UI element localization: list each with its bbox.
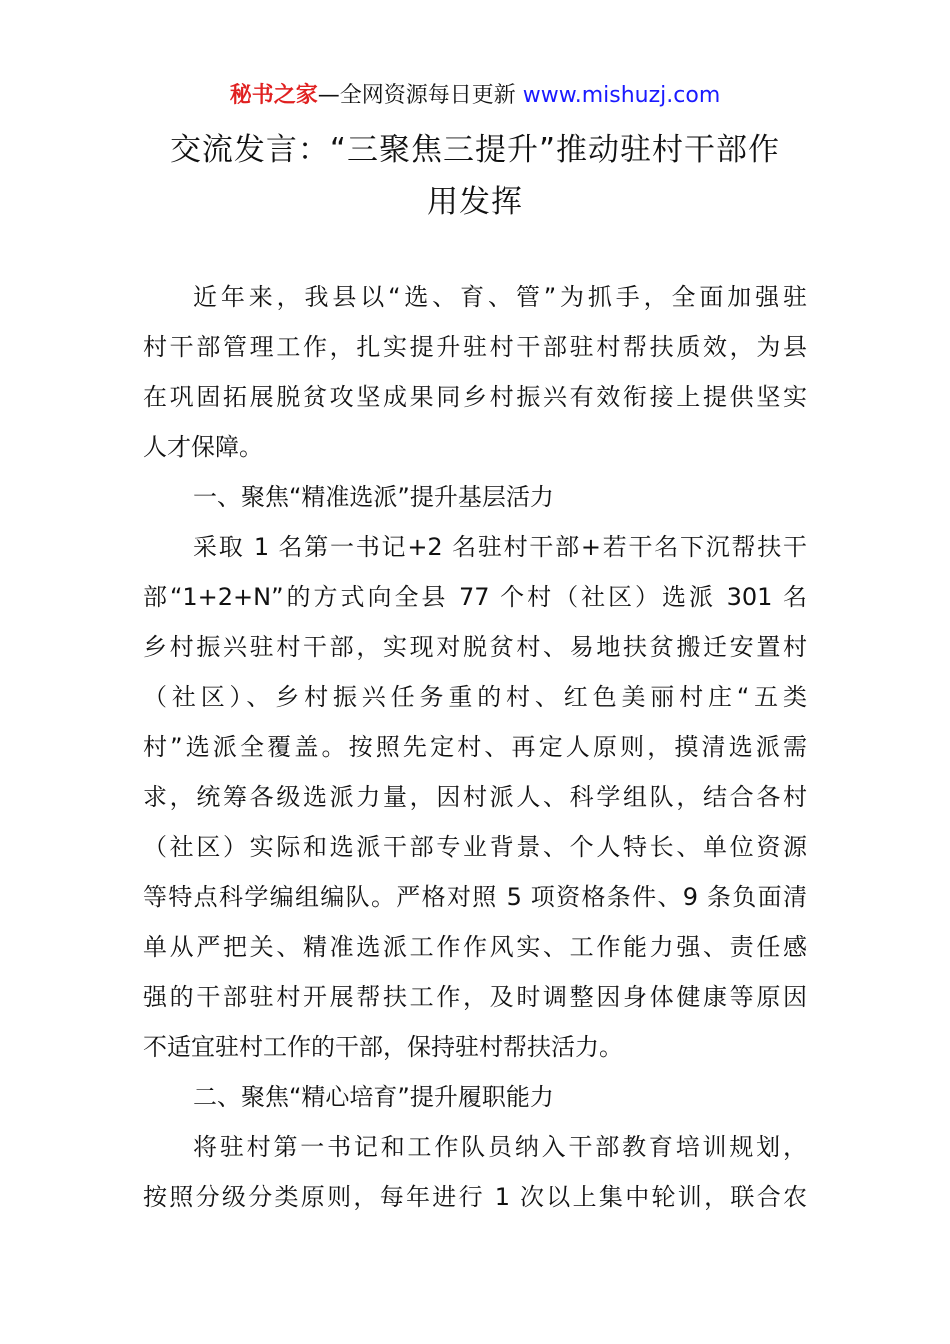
site-brand: 秘书之家 [229, 83, 318, 108]
site-url-link[interactable]: www.mishuzj.com [522, 83, 721, 108]
text-line: 强的干部驻村开展帮扶工作，及时调整因身体健康等原因 [143, 983, 807, 1011]
paragraph-selection [143, 522, 807, 1072]
title-line-2: 用发挥 [427, 184, 523, 220]
section-heading-2 [143, 1072, 807, 1122]
text-line: 在巩固拓展脱贫攻坚成果同乡村振兴有效衔接上提供坚实 [143, 383, 807, 411]
text-line: 求，统筹各级选派力量，因村派人、科学组队，结合各村 [143, 783, 807, 811]
section-heading-text: 一、聚焦“精准选派”提升基层活力 [193, 483, 554, 511]
site-tagline: —全网资源每日更新 [317, 83, 523, 108]
document-body [143, 272, 807, 1222]
text-line: 村”选派全覆盖。按照先定村、再定人原则，摸清选派需 [143, 733, 807, 761]
site-header [0, 80, 950, 112]
document-title [120, 124, 830, 228]
text-line: 采取 1 名第一书记+2 名驻村干部+若干名下沉帮扶干 [193, 533, 807, 561]
title-line-1: 交流发言：“三聚焦三提升”推动驻村干部作 [169, 132, 781, 168]
text-line: 将驻村第一书记和工作队员纳入干部教育培训规划， [193, 1133, 807, 1161]
section-heading-1 [143, 472, 807, 522]
text-line: 人才保障。 [143, 433, 263, 461]
text-line: （社区）、乡村振兴任务重的村、红色美丽村庄“五类 [143, 683, 807, 711]
text-line: 部“1+2+N”的方式向全县 77 个村（社区）选派 301 名 [143, 583, 807, 611]
paragraph-training [143, 1122, 807, 1222]
text-line: 乡村振兴驻村干部，实现对脱贫村、易地扶贫搬迁安置村 [143, 633, 807, 661]
paragraph-intro [143, 272, 807, 472]
text-line: 等特点科学编组编队。严格对照 5 项资格条件、9 条负面清 [143, 883, 807, 911]
text-line: （社区）实际和选派干部专业背景、个人特长、单位资源 [143, 833, 807, 861]
text-line: 村干部管理工作，扎实提升驻村干部驻村帮扶质效，为县 [143, 333, 807, 361]
text-line: 单从严把关、精准选派工作作风实、工作能力强、责任感 [143, 933, 807, 961]
text-line: 近年来，我县以“选、育、管”为抓手，全面加强驻 [193, 283, 807, 311]
text-line: 按照分级分类原则，每年进行 1 次以上集中轮训，联合农 [143, 1183, 807, 1211]
section-heading-text: 二、聚焦“精心培育”提升履职能力 [193, 1083, 554, 1111]
text-line: 不适宜驻村工作的干部，保持驻村帮扶活力。 [143, 1033, 623, 1061]
